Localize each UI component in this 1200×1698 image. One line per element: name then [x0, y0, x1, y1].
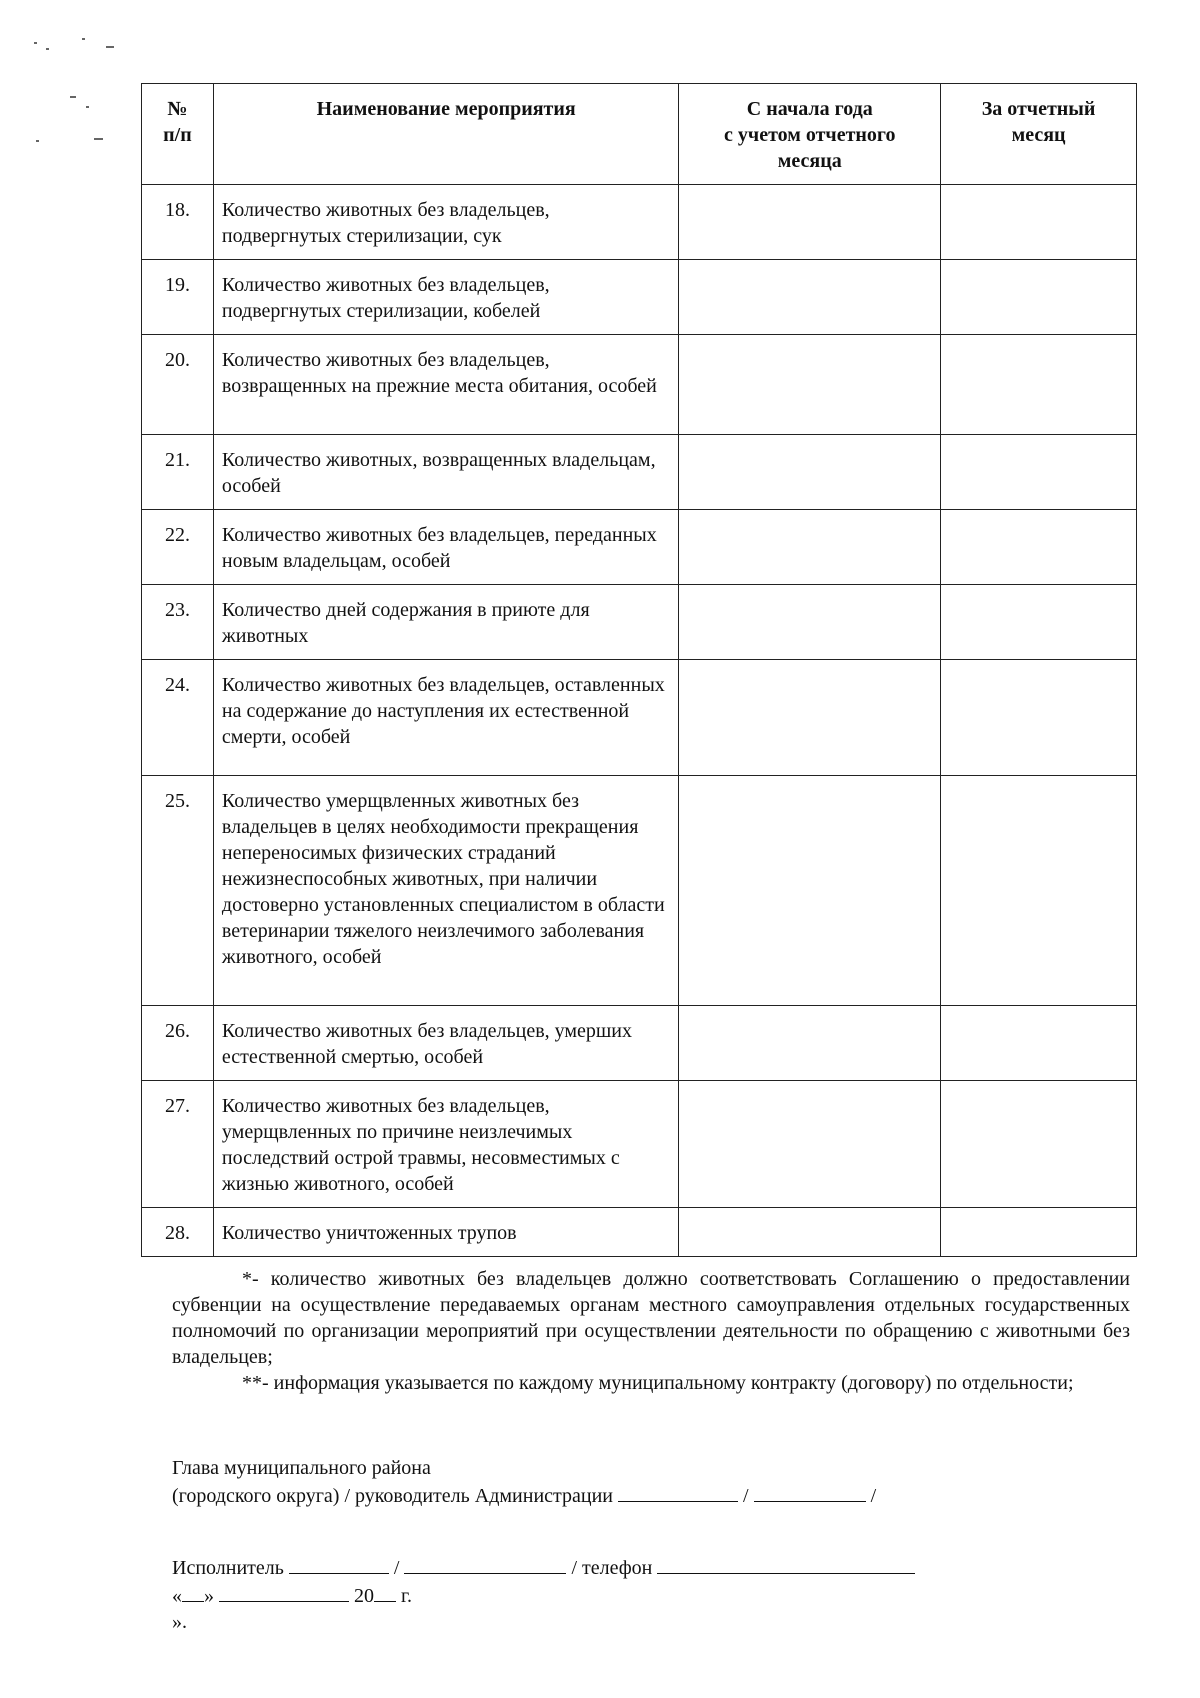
head-title-line1: Глава муниципального района — [172, 1457, 431, 1479]
scan-speck — [82, 38, 85, 40]
row-name: Количество животных без владельцев, оставленных на содержание до наступления их естественной смерти, особей — [213, 660, 679, 776]
cell-month[interactable] — [941, 1006, 1137, 1081]
date-quote-close: » — [204, 1585, 214, 1607]
scan-speck — [86, 106, 89, 108]
month-field[interactable] — [219, 1581, 349, 1602]
row-number: 26. — [142, 1006, 214, 1081]
header-num: № п/п — [142, 84, 214, 185]
footnote-2: **- информация указывается по каждому муниципальному контракту (договору) по отдельности; — [242, 1372, 1074, 1394]
cell-year[interactable] — [679, 435, 941, 510]
cell-year[interactable] — [679, 510, 941, 585]
scan-speck — [70, 96, 76, 98]
row-number: 19. — [142, 260, 214, 335]
table-row — [142, 435, 1137, 510]
year-field[interactable] — [374, 1581, 396, 1602]
cell-year[interactable] — [679, 776, 941, 1006]
row-name: Количество животных без владельцев, умерщвленных по причине неизлечимых последствий острой травмы, несовместимых с жизнью животного, особей — [213, 1081, 679, 1208]
cell-month[interactable] — [941, 260, 1137, 335]
row-number: 28. — [142, 1208, 214, 1257]
head-signature-field[interactable] — [618, 1481, 738, 1502]
table-row — [142, 260, 1137, 335]
year-prefix: 20 — [354, 1585, 374, 1607]
date-line — [172, 1581, 915, 1609]
phone-label: / телефон — [571, 1557, 653, 1579]
day-field[interactable] — [182, 1581, 204, 1602]
report-table — [141, 83, 1137, 1257]
cell-month[interactable] — [941, 585, 1137, 660]
row-name: Количество животных без владельцев, подвергнутых стерилизации, кобелей — [213, 260, 679, 335]
cell-year[interactable] — [679, 585, 941, 660]
cell-month[interactable] — [941, 1081, 1137, 1208]
separator-slash: / — [870, 1485, 877, 1507]
separator-slash: / — [743, 1485, 749, 1507]
phone-field[interactable] — [657, 1553, 915, 1574]
executor-name-field[interactable] — [404, 1553, 566, 1574]
row-name: Количество умерщвленных животных без владельцев в целях необходимости прекращения непереносимых физических страданий нежизнеспособных животных, при наличии достоверно установленных специалистом в области ветеринарии тяжелого неизлечимого заболевания животного, особей — [213, 776, 679, 1006]
cell-year[interactable] — [679, 260, 941, 335]
row-name: Количество дней содержания в приюте для животных — [213, 585, 679, 660]
executor-signature-field[interactable] — [289, 1553, 389, 1574]
header-year: С начала года с учетом отчетного месяца — [679, 84, 941, 185]
executor-label: Исполнитель — [172, 1557, 284, 1579]
row-name: Количество животных без владельцев, подвергнутых стерилизации, сук — [213, 185, 679, 260]
row-name: Количество животных без владельцев, переданных новым владельцам, особей — [213, 510, 679, 585]
year-suffix: г. — [401, 1585, 412, 1607]
head-name-field[interactable] — [754, 1481, 866, 1502]
header-name: Наименование мероприятия — [213, 84, 679, 185]
table-row — [142, 660, 1137, 776]
row-number: 18. — [142, 185, 214, 260]
scan-speck — [94, 138, 103, 140]
row-name: Количество животных без владельцев, умерших естественной смертью, особей — [213, 1006, 679, 1081]
cell-year[interactable] — [679, 660, 941, 776]
executor-line — [172, 1553, 915, 1581]
separator-slash: / — [393, 1557, 400, 1579]
table-row — [142, 1081, 1137, 1208]
row-name: Количество животных без владельцев, возвращенных на прежние места обитания, особей — [213, 335, 679, 435]
cell-year[interactable] — [679, 335, 941, 435]
table-row — [142, 185, 1137, 260]
table-row — [142, 510, 1137, 585]
cell-year[interactable] — [679, 185, 941, 260]
cell-month[interactable] — [941, 510, 1137, 585]
table-row — [142, 585, 1137, 660]
footnotes — [172, 1266, 1130, 1396]
cell-year[interactable] — [679, 1208, 941, 1257]
row-number: 25. — [142, 776, 214, 1006]
header-month: За отчетный месяц — [941, 84, 1137, 185]
cell-month[interactable] — [941, 185, 1137, 260]
executor-block — [172, 1553, 915, 1635]
table-row — [142, 776, 1137, 1006]
footnote-1: *- количество животных без владельцев должно соответствовать Соглашению о предоставлении субвенции на осуществление передаваемых органам местного самоуправления отдельных государственных полномочий по организации мероприятий при осуществлении деятельности по обращению с животными без владельцев; — [172, 1268, 1130, 1368]
row-name: Количество уничтоженных трупов — [213, 1208, 679, 1257]
head-title-line2 — [172, 1481, 876, 1509]
scan-speck — [46, 48, 49, 50]
cell-month[interactable] — [941, 335, 1137, 435]
table-row — [142, 335, 1137, 435]
cell-month[interactable] — [941, 1208, 1137, 1257]
cell-month[interactable] — [941, 776, 1137, 1006]
scan-speck — [36, 140, 39, 142]
row-number: 21. — [142, 435, 214, 510]
row-number: 27. — [142, 1081, 214, 1208]
row-number: 24. — [142, 660, 214, 776]
cell-year[interactable] — [679, 1081, 941, 1208]
cell-month[interactable] — [941, 435, 1137, 510]
row-name: Количество животных, возвращенных владельцам, особей — [213, 435, 679, 510]
head-signature-block — [172, 1455, 876, 1509]
cell-year[interactable] — [679, 1006, 941, 1081]
head-title-label: (городского округа) / руководитель Администрации — [172, 1485, 613, 1507]
date-quote-open: « — [172, 1585, 182, 1607]
scan-speck — [34, 42, 37, 44]
table-row — [142, 1208, 1137, 1257]
cell-month[interactable] — [941, 660, 1137, 776]
row-number: 20. — [142, 335, 214, 435]
row-number: 23. — [142, 585, 214, 660]
table-row — [142, 1006, 1137, 1081]
table-header-row — [142, 84, 1137, 185]
row-number: 22. — [142, 510, 214, 585]
closing-mark: ». — [172, 1611, 187, 1633]
scan-speck — [106, 46, 114, 48]
